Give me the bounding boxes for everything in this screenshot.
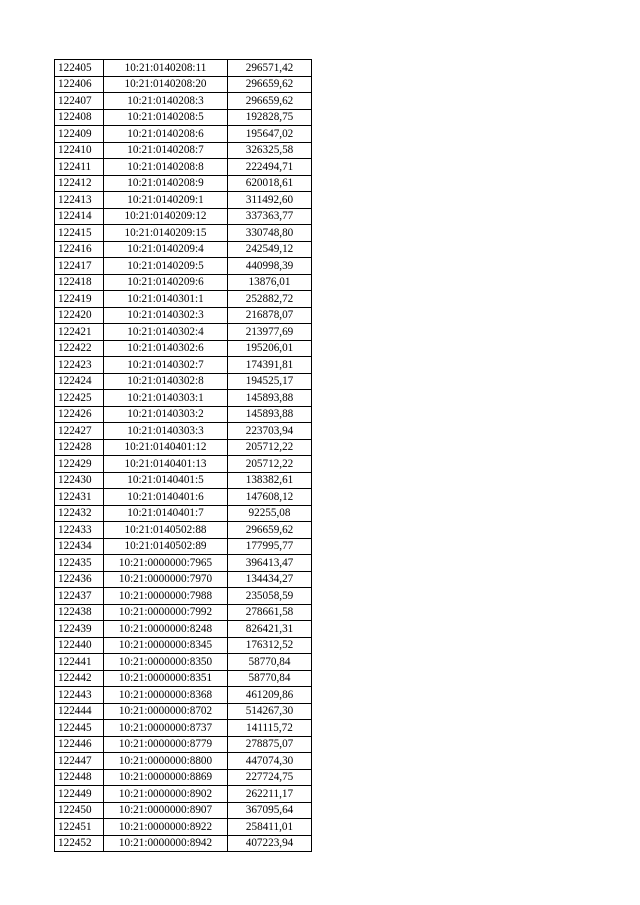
cadastral-number-cell: 10:21:0000000:7965 [104, 555, 228, 572]
table-row [55, 802, 312, 819]
cadastral-number-cell: 10:21:0140502:88 [104, 522, 228, 539]
cadastral-number-cell: 10:21:0000000:8869 [104, 769, 228, 786]
cadastral-number-cell: 10:21:0140209:1 [104, 192, 228, 209]
value-cell: 407223,94 [228, 835, 312, 852]
row-number-cell: 122443 [55, 687, 104, 704]
table-row [55, 274, 312, 291]
table-row [55, 456, 312, 473]
value-cell: 326325,58 [228, 142, 312, 159]
value-cell: 141115,72 [228, 720, 312, 737]
cadastral-number-cell: 10:21:0000000:8942 [104, 835, 228, 852]
row-number-cell: 122431 [55, 489, 104, 506]
table-row [55, 769, 312, 786]
value-cell: 461209,86 [228, 687, 312, 704]
row-number-cell: 122405 [55, 60, 104, 77]
cadastral-number-cell: 10:21:0140302:8 [104, 373, 228, 390]
cadastral-number-cell: 10:21:0140401:6 [104, 489, 228, 506]
table-row [55, 654, 312, 671]
table-row [55, 93, 312, 110]
cadastral-number-cell: 10:21:0000000:7970 [104, 571, 228, 588]
value-cell: 396413,47 [228, 555, 312, 572]
table-row [55, 208, 312, 225]
value-cell: 177995,77 [228, 538, 312, 555]
cadastral-number-cell: 10:21:0140208:8 [104, 159, 228, 176]
value-cell: 330748,80 [228, 225, 312, 242]
table-row [55, 373, 312, 390]
value-cell: 192828,75 [228, 109, 312, 126]
row-number-cell: 122441 [55, 654, 104, 671]
row-number-cell: 122423 [55, 357, 104, 374]
value-cell: 296659,62 [228, 522, 312, 539]
row-number-cell: 122450 [55, 802, 104, 819]
row-number-cell: 122446 [55, 736, 104, 753]
cadastral-number-cell: 10:21:0000000:7992 [104, 604, 228, 621]
value-cell: 278875,07 [228, 736, 312, 753]
value-cell: 194525,17 [228, 373, 312, 390]
value-cell: 514267,30 [228, 703, 312, 720]
value-cell: 223703,94 [228, 423, 312, 440]
value-cell: 145893,88 [228, 406, 312, 423]
value-cell: 147608,12 [228, 489, 312, 506]
cadastral-number-cell: 10:21:0140303:2 [104, 406, 228, 423]
value-cell: 195647,02 [228, 126, 312, 143]
value-cell: 296659,62 [228, 93, 312, 110]
table-row [55, 406, 312, 423]
table-row [55, 291, 312, 308]
value-cell: 278661,58 [228, 604, 312, 621]
value-cell: 826421,31 [228, 621, 312, 638]
table-row [55, 819, 312, 836]
table-row [55, 736, 312, 753]
row-number-cell: 122412 [55, 175, 104, 192]
value-cell: 134434,27 [228, 571, 312, 588]
table-row [55, 340, 312, 357]
value-cell: 92255,08 [228, 505, 312, 522]
row-number-cell: 122448 [55, 769, 104, 786]
table-row [55, 258, 312, 275]
row-number-cell: 122413 [55, 192, 104, 209]
row-number-cell: 122433 [55, 522, 104, 539]
row-number-cell: 122406 [55, 76, 104, 93]
value-cell: 176312,52 [228, 637, 312, 654]
row-number-cell: 122428 [55, 439, 104, 456]
table-row [55, 324, 312, 341]
cadastral-number-cell: 10:21:0140208:5 [104, 109, 228, 126]
value-cell: 235058,59 [228, 588, 312, 605]
value-cell: 216878,07 [228, 307, 312, 324]
cadastral-number-cell: 10:21:0140302:4 [104, 324, 228, 341]
row-number-cell: 122444 [55, 703, 104, 720]
cadastral-number-cell: 10:21:0140401:13 [104, 456, 228, 473]
value-cell: 296659,62 [228, 76, 312, 93]
row-number-cell: 122432 [55, 505, 104, 522]
cadastral-number-cell: 10:21:0000000:8351 [104, 670, 228, 687]
table-row [55, 571, 312, 588]
table-row [55, 489, 312, 506]
table-row [55, 142, 312, 159]
value-cell: 222494,71 [228, 159, 312, 176]
table-row [55, 126, 312, 143]
row-number-cell: 122407 [55, 93, 104, 110]
cadastral-number-cell: 10:21:0000000:8907 [104, 802, 228, 819]
table-row [55, 703, 312, 720]
cadastral-number-cell: 10:21:0000000:8902 [104, 786, 228, 803]
table-row [55, 390, 312, 407]
row-number-cell: 122425 [55, 390, 104, 407]
row-number-cell: 122439 [55, 621, 104, 638]
value-cell: 242549,12 [228, 241, 312, 258]
cadastral-number-cell: 10:21:0000000:8345 [104, 637, 228, 654]
row-number-cell: 122437 [55, 588, 104, 605]
row-number-cell: 122424 [55, 373, 104, 390]
value-cell: 195206,01 [228, 340, 312, 357]
row-number-cell: 122436 [55, 571, 104, 588]
cadastral-number-cell: 10:21:0000000:8800 [104, 753, 228, 770]
table-row [55, 76, 312, 93]
value-cell: 367095,64 [228, 802, 312, 819]
cadastral-number-cell: 10:21:0140303:1 [104, 390, 228, 407]
row-number-cell: 122410 [55, 142, 104, 159]
cadastral-number-cell: 10:21:0000000:8922 [104, 819, 228, 836]
cadastral-number-cell: 10:21:0140401:7 [104, 505, 228, 522]
row-number-cell: 122408 [55, 109, 104, 126]
cadastral-number-cell: 10:21:0000000:8368 [104, 687, 228, 704]
row-number-cell: 122411 [55, 159, 104, 176]
cadastral-number-cell: 10:21:0140502:89 [104, 538, 228, 555]
value-cell: 174391,81 [228, 357, 312, 374]
table-row [55, 720, 312, 737]
value-cell: 205712,22 [228, 439, 312, 456]
value-cell: 138382,61 [228, 472, 312, 489]
value-cell: 258411,01 [228, 819, 312, 836]
row-number-cell: 122417 [55, 258, 104, 275]
row-number-cell: 122429 [55, 456, 104, 473]
value-cell: 205712,22 [228, 456, 312, 473]
cadastral-number-cell: 10:21:0000000:8248 [104, 621, 228, 638]
cadastral-number-cell: 10:21:0140303:3 [104, 423, 228, 440]
table-row [55, 687, 312, 704]
table-row [55, 175, 312, 192]
table-row [55, 307, 312, 324]
value-cell: 252882,72 [228, 291, 312, 308]
value-cell: 337363,77 [228, 208, 312, 225]
value-cell: 58770,84 [228, 654, 312, 671]
cadastral-number-cell: 10:21:0140209:12 [104, 208, 228, 225]
value-cell: 447074,30 [228, 753, 312, 770]
value-cell: 58770,84 [228, 670, 312, 687]
table-row [55, 835, 312, 852]
row-number-cell: 122420 [55, 307, 104, 324]
table-row [55, 192, 312, 209]
table-row [55, 109, 312, 126]
table-row [55, 555, 312, 572]
table-row [55, 423, 312, 440]
row-number-cell: 122422 [55, 340, 104, 357]
table-row [55, 357, 312, 374]
row-number-cell: 122442 [55, 670, 104, 687]
table-row [55, 621, 312, 638]
cadastral-number-cell: 10:21:0140301:1 [104, 291, 228, 308]
value-cell: 262211,17 [228, 786, 312, 803]
row-number-cell: 122430 [55, 472, 104, 489]
value-cell: 296571,42 [228, 60, 312, 77]
cadastral-number-cell: 10:21:0140401:12 [104, 439, 228, 456]
value-cell: 440998,39 [228, 258, 312, 275]
cadastral-number-cell: 10:21:0140208:11 [104, 60, 228, 77]
cadastral-number-cell: 10:21:0000000:8737 [104, 720, 228, 737]
table-row [55, 60, 312, 77]
row-number-cell: 122434 [55, 538, 104, 555]
cadastral-number-cell: 10:21:0140208:6 [104, 126, 228, 143]
value-cell: 311492,60 [228, 192, 312, 209]
row-number-cell: 122427 [55, 423, 104, 440]
row-number-cell: 122447 [55, 753, 104, 770]
row-number-cell: 122445 [55, 720, 104, 737]
row-number-cell: 122440 [55, 637, 104, 654]
cadastral-number-cell: 10:21:0140302:3 [104, 307, 228, 324]
row-number-cell: 122449 [55, 786, 104, 803]
cadastral-number-cell: 10:21:0140208:7 [104, 142, 228, 159]
cadastral-number-cell: 10:21:0000000:8350 [104, 654, 228, 671]
cadastral-number-cell: 10:21:0000000:8702 [104, 703, 228, 720]
row-number-cell: 122418 [55, 274, 104, 291]
value-cell: 227724,75 [228, 769, 312, 786]
value-cell: 145893,88 [228, 390, 312, 407]
table-row [55, 505, 312, 522]
row-number-cell: 122414 [55, 208, 104, 225]
value-cell: 13876,01 [228, 274, 312, 291]
value-cell: 213977,69 [228, 324, 312, 341]
table-row [55, 159, 312, 176]
table-row [55, 588, 312, 605]
cadastral-number-cell: 10:21:0140209:5 [104, 258, 228, 275]
row-number-cell: 122438 [55, 604, 104, 621]
table-row [55, 604, 312, 621]
row-number-cell: 122421 [55, 324, 104, 341]
cadastral-number-cell: 10:21:0140208:3 [104, 93, 228, 110]
table-row [55, 786, 312, 803]
table-row [55, 439, 312, 456]
row-number-cell: 122435 [55, 555, 104, 572]
cadastral-number-cell: 10:21:0000000:8779 [104, 736, 228, 753]
row-number-cell: 122415 [55, 225, 104, 242]
row-number-cell: 122452 [55, 835, 104, 852]
cadastral-number-cell: 10:21:0140401:5 [104, 472, 228, 489]
row-number-cell: 122426 [55, 406, 104, 423]
cadastral-number-cell: 10:21:0140208:9 [104, 175, 228, 192]
cadastral-number-cell: 10:21:0140209:6 [104, 274, 228, 291]
table-row [55, 225, 312, 242]
cadastral-number-cell: 10:21:0000000:7988 [104, 588, 228, 605]
row-number-cell: 122416 [55, 241, 104, 258]
cadastral-number-cell: 10:21:0140209:4 [104, 241, 228, 258]
cadastral-number-cell: 10:21:0140302:6 [104, 340, 228, 357]
cadastral-number-cell: 10:21:0140209:15 [104, 225, 228, 242]
row-number-cell: 122419 [55, 291, 104, 308]
cadastral-number-cell: 10:21:0140208:20 [104, 76, 228, 93]
table-body [55, 60, 312, 852]
cadastral-number-cell: 10:21:0140302:7 [104, 357, 228, 374]
row-number-cell: 122409 [55, 126, 104, 143]
table-row [55, 522, 312, 539]
table-row [55, 538, 312, 555]
table-row [55, 637, 312, 654]
table-row [55, 472, 312, 489]
row-number-cell: 122451 [55, 819, 104, 836]
data-table [54, 59, 312, 852]
table-row [55, 670, 312, 687]
value-cell: 620018,61 [228, 175, 312, 192]
table-row [55, 753, 312, 770]
table-row [55, 241, 312, 258]
